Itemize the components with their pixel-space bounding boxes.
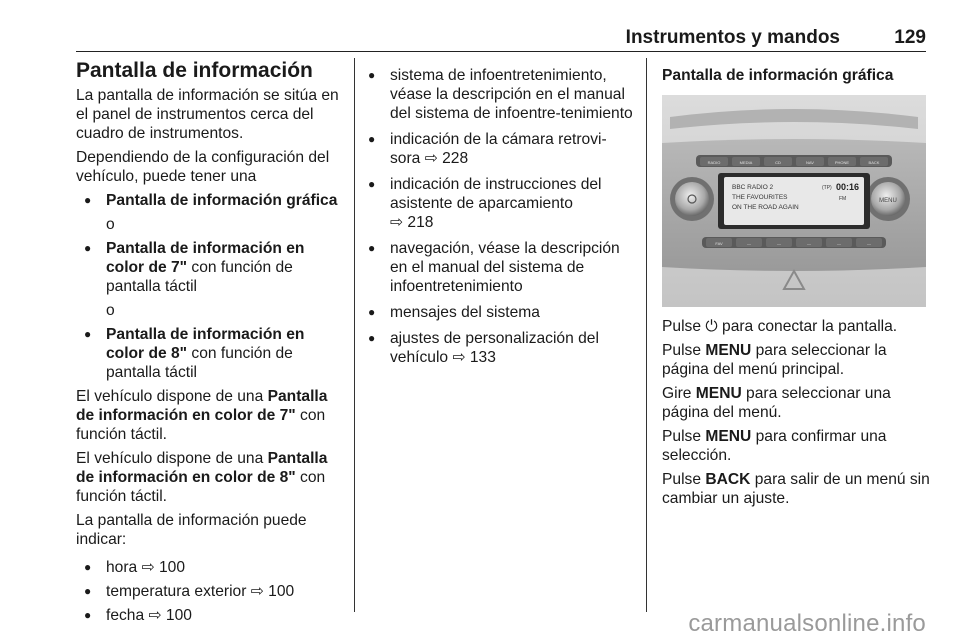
bottom-button-label: — bbox=[807, 241, 811, 246]
list-item: ● indicación de la cámara retrovi-sora ⇨ 228 bbox=[368, 130, 634, 168]
or-separator: o bbox=[106, 216, 115, 233]
list-item: ● temperatura exterior ⇨ 100 bbox=[76, 582, 341, 601]
top-button-label: PHONE bbox=[834, 160, 850, 165]
reference-arrow-icon[interactable]: ⇨ bbox=[424, 150, 438, 167]
list-item: ● navegación, véase la descripción en el manual del sistema de infoentretenimiento bbox=[368, 239, 634, 296]
screen-line-2: THE FAVOURITES bbox=[732, 194, 788, 201]
top-button-label: NAV bbox=[806, 160, 814, 165]
list-item: ● hora ⇨ 100 bbox=[76, 558, 341, 577]
config-paragraph: Dependiendo de la configuración del vehículo, puede tener una bbox=[76, 149, 330, 185]
heading-pantalla-informacion: Pantalla de información bbox=[76, 59, 313, 82]
page-number: 129 bbox=[894, 27, 926, 48]
page-header bbox=[76, 27, 926, 51]
page-reference[interactable]: 133 bbox=[469, 349, 496, 366]
option-label: Pantalla de información en color de 7" bbox=[106, 240, 305, 276]
option-text: con función de pantalla táctil bbox=[106, 345, 293, 381]
fm-indicator: FM bbox=[839, 196, 847, 202]
page-reference[interactable]: 100 bbox=[268, 583, 295, 600]
indications-list-continued bbox=[368, 66, 634, 367]
list-item bbox=[76, 191, 341, 210]
instruction-menu-confirm: Pulse MENU para confirmar una selección. bbox=[662, 428, 887, 464]
paragraph-7-inch: El vehículo dispone de una Pantalla de información en color de 7" con función táctil. bbox=[76, 388, 328, 443]
page-reference[interactable]: 218 bbox=[407, 214, 434, 231]
list-item bbox=[76, 325, 341, 382]
instruction-back: Pulse BACK para salir de un menú sin cambiar un ajuste. bbox=[662, 471, 930, 507]
list-item: ● fecha ⇨ 100 bbox=[76, 606, 341, 625]
top-button-label: RADIO bbox=[707, 160, 721, 165]
graphic-display-photo bbox=[662, 95, 926, 307]
paragraph-8-inch: El vehículo dispone de una Pantalla de información en color de 8" con función táctil. bbox=[76, 450, 328, 505]
power-knob[interactable] bbox=[675, 182, 709, 216]
reference-arrow-icon[interactable]: ⇨ bbox=[148, 607, 162, 624]
page-reference[interactable]: 100 bbox=[165, 607, 192, 624]
clock-readout: 00:16 bbox=[836, 182, 860, 192]
column-3 bbox=[662, 66, 930, 513]
list-item: ● ajustes de personalización del vehículo ⇨ 133 bbox=[368, 329, 634, 367]
bottom-button-label: — bbox=[747, 241, 751, 246]
screen-line-3: ON THE ROAD AGAIN bbox=[732, 204, 799, 211]
bottom-button-label: FAV bbox=[715, 241, 723, 246]
option-text: con función de pantalla táctil bbox=[106, 259, 293, 295]
instruction-menu-turn: Gire MENU para seleccionar una página del menú. bbox=[662, 385, 891, 421]
list-item bbox=[76, 239, 341, 296]
top-button-label: CD bbox=[775, 160, 781, 165]
page-reference[interactable]: 228 bbox=[442, 150, 469, 167]
column-1 bbox=[76, 58, 341, 630]
power-icon: ⏻ bbox=[705, 318, 718, 335]
heading-pantalla-grafica: Pantalla de información gráfica bbox=[662, 67, 894, 84]
header-divider bbox=[76, 51, 926, 52]
intro-paragraph: La pantalla de información se sitúa en el panel de instrumentos cerca del cuadro de instrumentos. bbox=[76, 87, 339, 142]
watermark: carmanualsonline.info bbox=[688, 610, 926, 637]
bottom-button-label: — bbox=[777, 241, 781, 246]
column-divider-1 bbox=[354, 58, 355, 612]
page-reference[interactable]: 100 bbox=[158, 559, 186, 576]
instruction-power: Pulse ⏻ para conectar la pantalla. bbox=[662, 318, 898, 335]
indications-list bbox=[76, 558, 341, 625]
display-options-list bbox=[76, 191, 341, 382]
column-2 bbox=[368, 66, 634, 374]
bottom-button-label: — bbox=[867, 241, 871, 246]
bottom-button-label: — bbox=[837, 241, 841, 246]
indicate-paragraph: La pantalla de información puede indicar: bbox=[76, 512, 307, 548]
reference-arrow-icon[interactable]: ⇨ bbox=[452, 349, 466, 366]
or-separator: o bbox=[106, 302, 115, 319]
list-item: ● indicación de instrucciones del asistente de aparcamiento ⇨ 218 bbox=[368, 175, 634, 232]
top-button-label: BACK bbox=[868, 160, 880, 165]
tp-indicator: (TP) bbox=[822, 185, 832, 191]
section-title: Instrumentos y mandos bbox=[625, 27, 840, 48]
option-label: Pantalla de información en color de 8" bbox=[106, 326, 305, 362]
reference-arrow-icon[interactable]: ⇨ bbox=[250, 583, 264, 600]
top-button-label: MEDIA bbox=[739, 160, 753, 165]
list-item: ● sistema de infoentretenimiento, véase la descripción en el manual del sistema de infoentre-tenimiento bbox=[368, 66, 634, 123]
option-label: Pantalla de información gráfica bbox=[106, 192, 338, 209]
screen-line-1: BBC RADIO 2 bbox=[732, 184, 774, 191]
reference-arrow-icon[interactable]: ⇨ bbox=[141, 559, 155, 576]
column-divider-2 bbox=[646, 58, 647, 612]
list-item: ● mensajes del sistema bbox=[368, 303, 634, 322]
instruction-menu-press: Pulse MENU para seleccionar la página del menú principal. bbox=[662, 342, 887, 378]
reference-arrow-icon[interactable]: ⇨ bbox=[390, 214, 404, 231]
menu-knob-label: MENU bbox=[879, 198, 897, 204]
